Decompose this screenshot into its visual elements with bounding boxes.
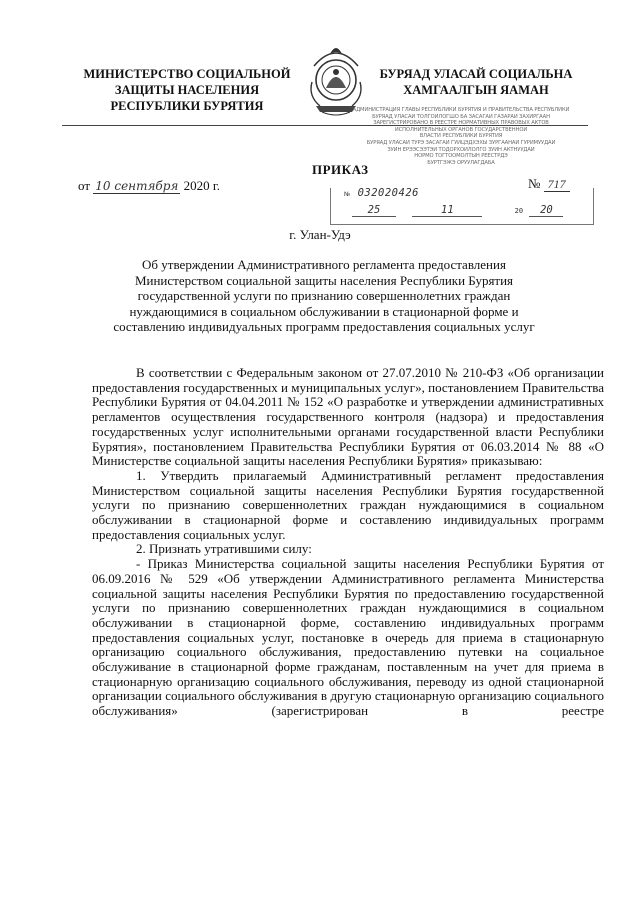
stamp-registration-date [352, 204, 563, 217]
ministry-name-bua [376, 66, 576, 98]
stamp-year: 20 [529, 204, 563, 217]
document-title: Об утверждении Административного регламента предоставления Министерством социальной защиты населения Республики Бурятия государственной услуги по признанию совершеннолетних граждан нуждающимися в социальном обслуживании в стационарной форме и составлению индивидуальных программ предоставления социальных услуг [113, 257, 535, 335]
city: г. Улан-Удэ [289, 227, 351, 242]
ministry-name-ru-line-2: ЗАЩИТЫ НАСЕЛЕНИЯ [114, 83, 260, 97]
stamp-line: ЗУЙН ЕРЭЭСЭЭТЭЙ ТОДОРХОЙЛОЛГО ЗУЙН АКТНУУДАЙ [387, 146, 535, 153]
document-body [92, 366, 604, 719]
stamp-line: ЗАРЕГИСТРИРОВАНО В РЕЕСТРЕ НОРМАТИВНЫХ ПРАВОВЫХ АКТОВ [373, 120, 549, 127]
number-label: № [528, 176, 541, 191]
document-type: ПРИКАЗ [312, 162, 369, 177]
intro-paragraph: В соответствии с Федеральным законом от 27.07.2010 № 210-ФЗ «Об организации предоставления государственных и муниципальных услуг», постановлением Правительства Республики Бурятия от 04.04.2011 № 152 «О разработке и утверждении административных регламентов осуществления государственного контроля (надзора) и предоставления государственных услуг исполнительными органами государственной власти Республики Бурятия», постановлением Правительства Республики Бурятия от 06.03.2014 № 88 «О Министерстве социальной защиты населения Республики Бурятия» приказываю: [92, 365, 604, 469]
number-handwritten: 717 [544, 177, 570, 192]
stamp-line: НОРМО ТОГТООМОЛТЫН РЕЕСТРДЭ [414, 153, 508, 160]
stamp-month: 11 [412, 204, 482, 217]
item-1-paragraph: 1. Утвердить прилагаемый Административный регламент предоставления Министерством социальной защиты населения Республики Бурятия государственной услуги по признанию совершеннолетних граждан нуждающимися в социальном обслуживании в стационарной форме и составлению индивидуальных программ предоставления социальных услуг. [92, 467, 604, 542]
stamp-line: ИСПОЛНИТЕЛЬНЫХ ОРГАНОВ ГОСУДАРСТВЕННОЙ [394, 126, 528, 133]
stamp-year-prefix: 20 [514, 207, 524, 215]
ministry-name-bua-line-1: БУРЯАД УЛАСАЙ СОЦИАЛЬНА [379, 67, 573, 81]
stamp-number-value: 032020426 [357, 187, 419, 199]
ministry-name-ru [82, 66, 292, 114]
stamp-number-label: № [344, 191, 351, 198]
stamp-line: БУРЯАД УЛАСАЙ ТУРЭ ЗАСАГАЙ ГУЙЦЭДХЭХЫ ЗУРГААНАЙ ГУРИМУУДАЙ [366, 139, 556, 146]
item-2-paragraph: 2. Признать утратившими силу: [136, 541, 312, 557]
date-prefix: от [78, 178, 91, 193]
item-2-sub-paragraph: - Приказ Министерства социальной защиты населения Республики Бурятия от 06.09.2016 № 529 «Об утверждении Административного регламента Министерства социальной защиты населения Республики Бурятия по предоставлению государственной услуги по признанию совершеннолетних граждан нуждающимися в социальном обслуживании в стационарной форме, составлению индивидуальных программ предоставления социальных услуг, постановке в очередь для приема в стационарную организацию социального обслуживания, предоставлению путевки на социальное обслуживание в стационарной форме гражданам, поставленным на учет для приема в стационарную организацию социального обслуживания, переводу из одной стационарной организации социального обслуживания в другую стационарную организацию социального обслуживания» (зарегистрирован в реестре [92, 556, 604, 719]
stamp-line: БУРЯАД УЛАСАЙ ТОЛГОЙЛОГШО БА ЗАСАГАЙ ГАЗАРАЙ ЗАХИРГААН [372, 113, 550, 120]
ministry-name-ru-line-3: РЕСПУБЛИКИ БУРЯТИЯ [110, 99, 264, 113]
stamp-day: 25 [352, 204, 396, 217]
stamp-line: ВЛАСТИ РЕСПУБЛИКИ БУРЯТИЯ [419, 133, 503, 140]
stamp-line: БУРТГЭЖЭ ОРУУЛАГДАБА [427, 159, 495, 166]
ministry-name-bua-line-2: ХАМГААЛГЫН ЯАМАН [403, 83, 549, 97]
order-number [528, 176, 570, 192]
ministry-name-ru-line-1: МИНИСТЕРСТВО СОЦИАЛЬНОЙ [83, 67, 291, 81]
order-date [78, 178, 220, 194]
date-handwritten: 10 сентября [95, 179, 179, 193]
stamp-line: АДМИНИСТРАЦИЯ ГЛАВЫ РЕСПУБЛИКИ БУРЯТИЯ И ПРАВИТЕЛЬСТВА РЕСПУБЛИКИ [352, 107, 570, 113]
stamp-registration-number [344, 187, 419, 199]
date-suffix: 2020 г. [183, 178, 220, 193]
